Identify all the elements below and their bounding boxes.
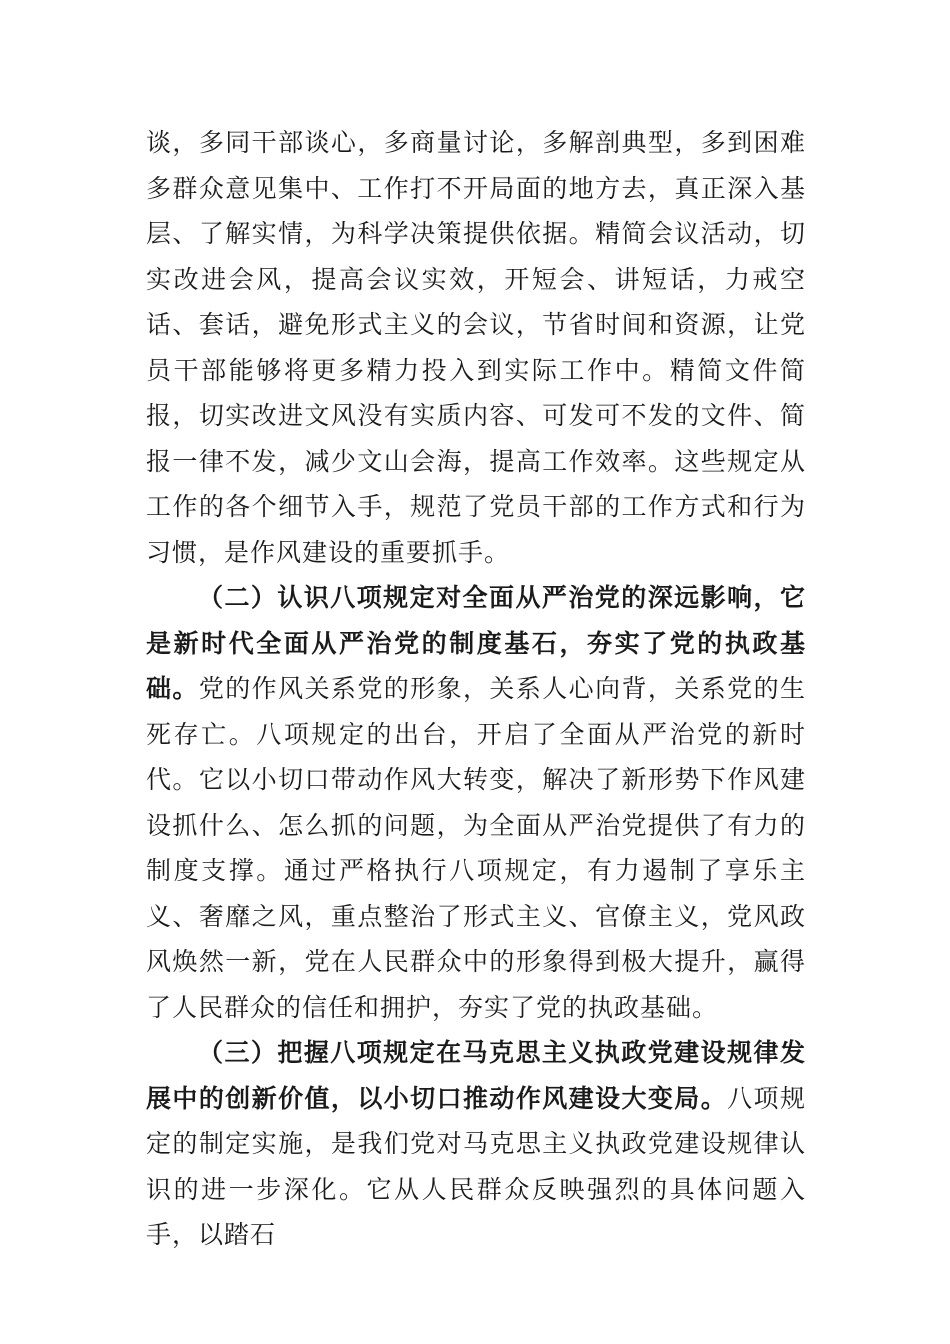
paragraph-2 bbox=[146, 575, 806, 1030]
paragraph-2-heading: （二）认识八项规定对全面从严治党的深远影响，它是新时代全面从严治党的制度基石，夯实了党的执政基础。 bbox=[146, 583, 806, 703]
paragraph-3-text: 八项规定的制定实施，是我们党对马克思主义执政党建设规律认识的进一步深化。它从人民群众反映强烈的具体问题入手，以踏石 bbox=[146, 1083, 806, 1249]
paragraph-1-text: 谈，多同干部谈心，多商量讨论，多解剖典型，多到困难多群众意见集中、工作打不开局面的地方去，真正深入基层、了解实情，为科学决策提供依据。精简会议活动，切实改进会风，提高会议实效，开短会、讲短话，力戒空话、套话，避免形式主义的会议，节省时间和资源，让党员干部能够将更多精力投入到实际工作中。精简文件简报，切实改进文风没有实质内容、可发可不发的文件、简报一律不发，减少文山会海，提高工作效率。这些规定从工作的各个细节入手，规范了党员干部的工作方式和行为习惯，是作风建设的重要抓手。 bbox=[146, 128, 806, 567]
document-body bbox=[146, 120, 806, 1258]
paragraph-3-heading: （三）把握八项规定在马克思主义执政党建设规律发展中的创新价值，以小切口推动作风建设大变局。 bbox=[146, 1038, 806, 1113]
paragraph-3 bbox=[146, 1030, 806, 1258]
paragraph-1 bbox=[146, 120, 806, 575]
paragraph-2-text: 党的作风关系党的形象，关系人心向背，关系党的生死存亡。八项规定的出台，开启了全面从严治党的新时代。它以小切口带动作风大转变，解决了新形势下作风建设抓什么、怎么抓的问题，为全面从严治党提供了有力的制度支撑。通过严格执行八项规定，有力遏制了享乐主义、奢靡之风，重点整治了形式主义、官僚主义，党风政风焕然一新，党在人民群众中的形象得到极大提升，赢得了人民群众的信任和拥护，夯实了党的执政基础。 bbox=[146, 674, 806, 1022]
